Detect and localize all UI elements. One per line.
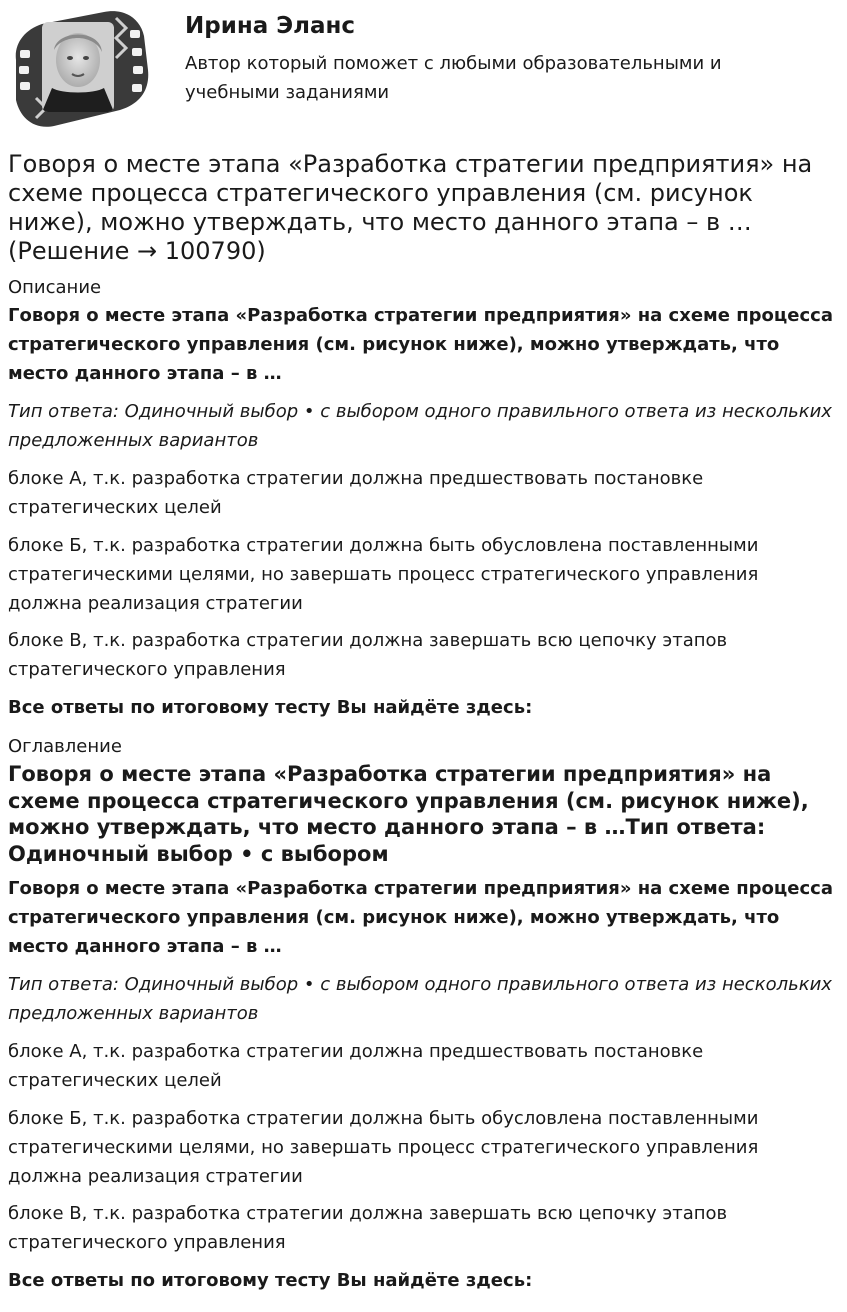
toc-answer-type: Тип ответа: Одиночный выбор • с выбором одного правильного ответа из нескольких предложенных вариантов bbox=[8, 974, 832, 1024]
author-bio: Автор который поможет с любыми образовательными и учебными заданиями bbox=[185, 53, 722, 103]
toc-option-a: блоке А, т.к. разработка стратегии должна предшествовать постановке стратегических целей bbox=[8, 1041, 704, 1091]
description-answer-type: Тип ответа: Одиночный выбор • с выбором одного правильного ответа из нескольких предложенных вариантов bbox=[8, 401, 832, 451]
description-question: Говоря о месте этапа «Разработка стратегии предприятия» на схеме процесса стратегического управления (см. рисунок ниже), можно утверждать, что место данного этапа – в … bbox=[8, 305, 833, 384]
toc-footer: Все ответы по итоговому тесту Вы найдёте здесь: bbox=[8, 1270, 533, 1291]
author-avatar[interactable] bbox=[8, 8, 150, 128]
description-label: Описание bbox=[8, 277, 102, 298]
toc-question: Говоря о месте этапа «Разработка стратегии предприятия» на схеме процесса стратегического управления (см. рисунок ниже), можно утверждать, что место данного этапа – в … bbox=[8, 878, 833, 957]
toc-heading[interactable]: Говоря о месте этапа «Разработка стратегии предприятия» на схеме процесса стратегического управления (см. рисунок ниже), можно утверждать, что место данного этапа – в …Тип ответа: Одиночный выбор • с выбором bbox=[8, 762, 809, 866]
description-option-b: блоке Б, т.к. разработка стратегии должна быть обусловлена поставленными стратегическими целями, но завершать процесс стратегического управления должна реализация стратегии bbox=[8, 535, 759, 614]
toc-option-b: блоке Б, т.к. разработка стратегии должна быть обусловлена поставленными стратегическими целями, но завершать процесс стратегического управления должна реализация стратегии bbox=[8, 1108, 759, 1187]
page bbox=[8, 0, 836, 1291]
author-card bbox=[8, 0, 836, 130]
toc-label: Оглавление bbox=[8, 736, 122, 757]
toc-option-c: блоке В, т.к. разработка стратегии должна завершать всю цепочку этапов стратегического управления bbox=[8, 1203, 728, 1253]
description-footer: Все ответы по итоговому тесту Вы найдёте здесь: bbox=[8, 697, 533, 718]
author-name[interactable]: Ирина Эланс bbox=[185, 13, 356, 39]
page-title: Говоря о месте этапа «Разработка стратегии предприятия» на схеме процесса стратегического управления (см. рисунок ниже), можно утверждать, что место данного этапа – в … (Решение → 100790) bbox=[8, 150, 813, 265]
description-option-a: блоке А, т.к. разработка стратегии должна предшествовать постановке стратегических целей bbox=[8, 468, 704, 518]
description-option-c: блоке В, т.к. разработка стратегии должна завершать всю цепочку этапов стратегического управления bbox=[8, 630, 728, 680]
